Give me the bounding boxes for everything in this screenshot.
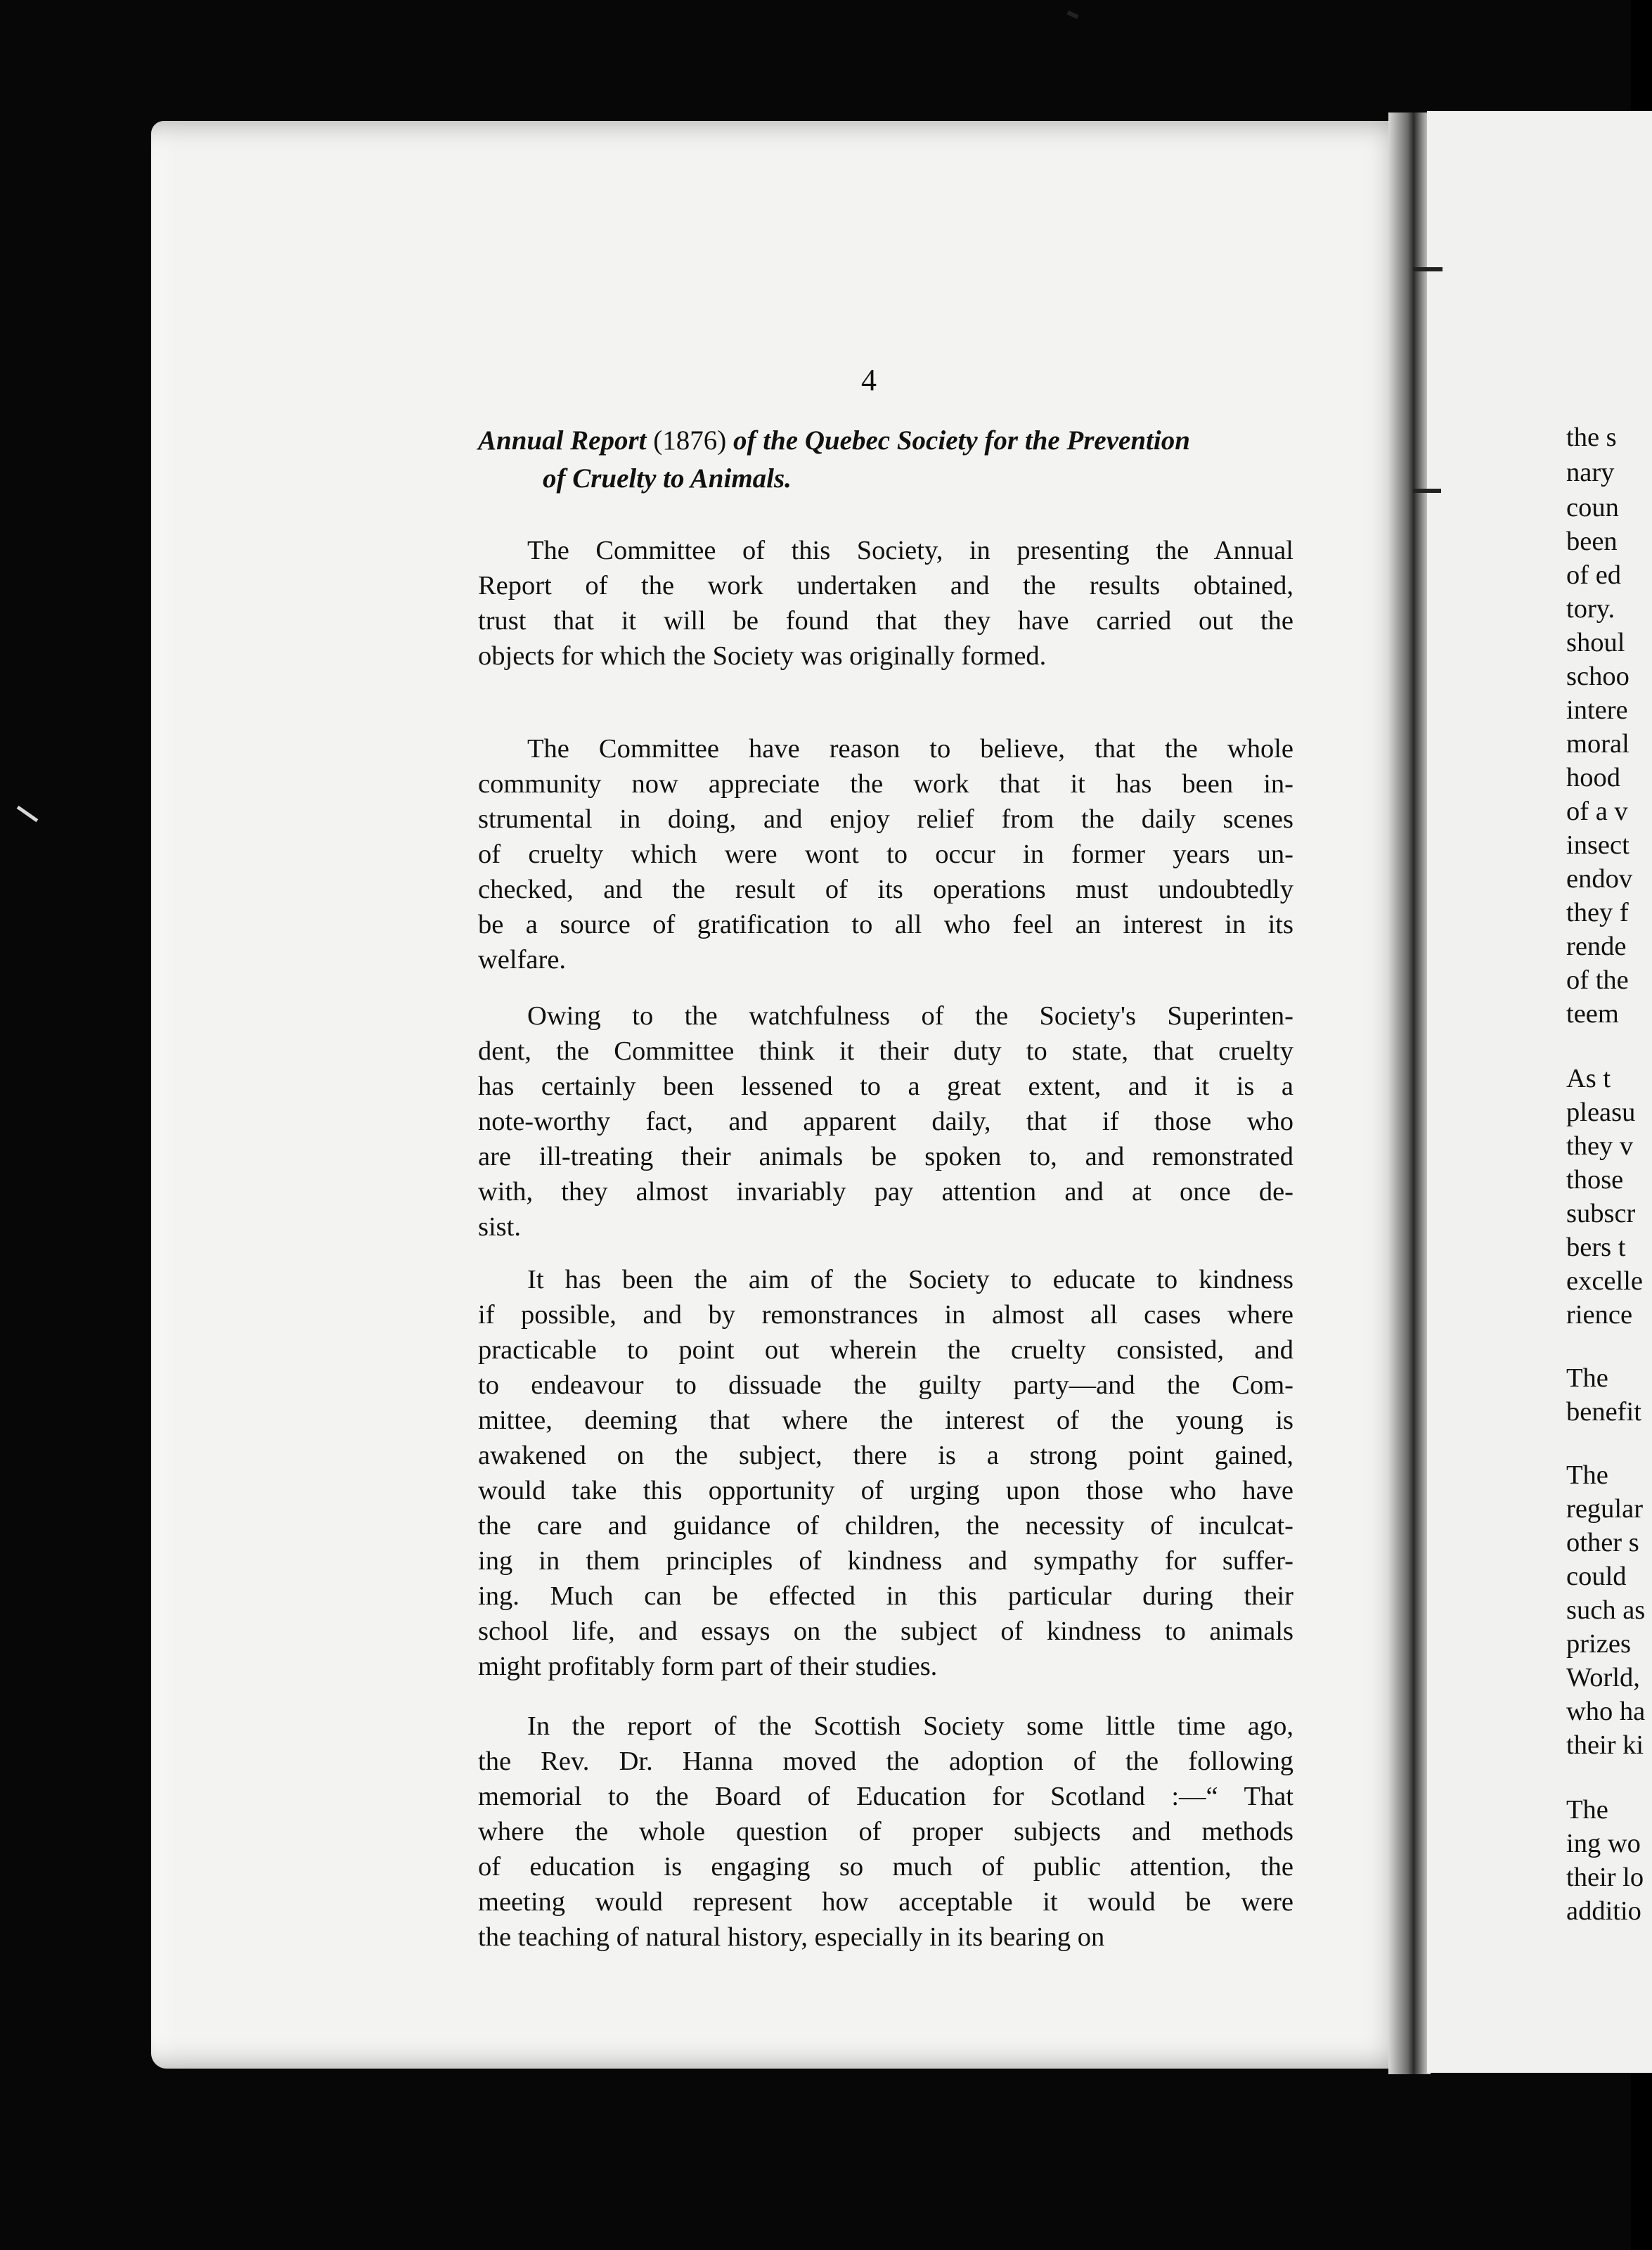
text-line: The Committee of this Society, in presenting the Annual [527, 536, 1293, 565]
text-line: ing. Much can be effected in this particular during their [478, 1581, 1293, 1611]
text-line: memorial to the Board of Education for Scotland :—“ That [478, 1782, 1293, 1811]
text-fragment: bers t [1566, 1233, 1626, 1262]
text-fragment: World, [1566, 1663, 1640, 1692]
text-fragment: benefit [1566, 1397, 1641, 1427]
text-line: of cruelty which were wont to occur in former years un- [478, 840, 1293, 869]
text-fragment: been [1566, 527, 1618, 556]
text-fragment: ing wo [1566, 1829, 1641, 1858]
text-fragment: excelle [1566, 1266, 1643, 1296]
heading-subtitle: of Cruelty to Animals. [543, 463, 792, 494]
text-fragment: of ed [1566, 560, 1622, 590]
text-fragment: of a v [1566, 797, 1628, 826]
paragraph-4 [478, 1262, 1293, 1684]
heading-year: (1876) [653, 425, 727, 456]
page-number: 4 [861, 363, 877, 397]
text-fragment: regular [1566, 1494, 1644, 1524]
text-fragment: hood [1566, 763, 1620, 792]
text-fragment: coun [1566, 493, 1619, 522]
text-line: objects for which the Society was originally formed. [478, 641, 1047, 671]
text-line: the Rev. Dr. Hanna moved the adoption of the following [478, 1747, 1293, 1776]
paragraph-5 [478, 1709, 1293, 1955]
text-line: The Committee have reason to believe, that the whole [527, 734, 1293, 764]
text-fragment: teem [1566, 999, 1619, 1029]
text-fragment: the s [1566, 423, 1617, 452]
text-line: checked, and the result of its operations must undoubtedly [478, 875, 1293, 904]
text-fragment: additio [1566, 1896, 1641, 1926]
text-line: where the whole question of proper subjects and methods [478, 1817, 1293, 1846]
text-line: practicable to point out wherein the cruelty consisted, and [478, 1335, 1293, 1365]
text-line: mittee, deeming that where the interest of the young is [478, 1406, 1293, 1435]
text-fragment: prizes [1566, 1629, 1631, 1659]
text-line: strumental in doing, and enjoy relief from the daily scenes [478, 804, 1293, 834]
heading-society: of the Quebec Society for the Prevention [733, 425, 1190, 456]
text-line: sist. [478, 1212, 521, 1242]
paragraph-2 [478, 731, 1293, 977]
text-line: would take this opportunity of urging upon those who have [478, 1476, 1293, 1505]
text-fragment: their lo [1566, 1863, 1644, 1892]
text-line: the care and guidance of children, the necessity of inculcat- [478, 1511, 1293, 1541]
text-fragment: rience [1566, 1300, 1633, 1330]
text-line: welfare. [478, 945, 567, 975]
text-fragment: schoo [1566, 662, 1630, 691]
text-line: community now appreciate the work that it has been in- [478, 769, 1293, 799]
binding-mark [1413, 489, 1441, 493]
text-line: be a source of gratification to all who feel an interest in its [478, 910, 1293, 939]
text-line: It has been the aim of the Society to educate to kindness [527, 1265, 1293, 1294]
text-line: are ill-treating their animals be spoken to, and remonstrated [478, 1142, 1293, 1171]
text-line: awakened on the subject, there is a strong point gained, [478, 1441, 1293, 1470]
text-line: ing in them principles of kindness and sympathy for suffer- [478, 1546, 1293, 1576]
text-fragment: insect [1566, 830, 1630, 860]
text-line: the teaching of natural history, especially in its bearing on [478, 1922, 1105, 1952]
text-line: dent, the Committee think it their duty to state, that cruelty [478, 1036, 1293, 1066]
text-fragment: nary [1566, 458, 1615, 487]
paragraph-1 [478, 533, 1293, 674]
text-line: with, they almost invariably pay attention and at once de- [478, 1177, 1293, 1207]
report-heading [478, 422, 1293, 498]
text-line: has certainly been lessened to a great extent, and it is a [478, 1072, 1293, 1101]
text-fragment: of the [1566, 965, 1629, 995]
heading-title: Annual Report [478, 425, 647, 456]
text-line: school life, and essays on the subject of kindness to animals [478, 1616, 1293, 1646]
text-fragment: those [1566, 1165, 1624, 1195]
binding-mark [1413, 267, 1443, 271]
text-fragment: subscr [1566, 1199, 1636, 1228]
text-fragment: their ki [1566, 1730, 1644, 1760]
text-line: meeting would represent how acceptable it would be were [478, 1887, 1293, 1917]
text-fragment: The [1566, 1795, 1608, 1825]
text-fragment: rende [1566, 932, 1627, 961]
text-line: of education is engaging so much of public attention, the [478, 1852, 1293, 1882]
text-line: Report of the work undertaken and the results obtained, [478, 571, 1293, 600]
text-line: trust that it will be found that they have carried out the [478, 606, 1293, 636]
text-line: might profitably form part of their studies. [478, 1652, 938, 1681]
paragraph-3 [478, 998, 1293, 1245]
text-line: Owing to the watchfulness of the Society's Superinten- [527, 1001, 1293, 1031]
right-page [1427, 111, 1652, 2073]
text-fragment: moral [1566, 729, 1630, 759]
text-line: if possible, and by remonstrances in almost all cases where [478, 1300, 1293, 1330]
text-fragment: The [1566, 1460, 1608, 1490]
text-fragment: could [1566, 1562, 1627, 1591]
text-line: to endeavour to dissuade the guilty party—and the Com- [478, 1370, 1293, 1400]
text-line: note-worthy fact, and apparent daily, that if those who [478, 1107, 1293, 1136]
text-fragment: The [1566, 1363, 1608, 1393]
text-fragment: they v [1566, 1131, 1634, 1161]
text-fragment: pleasu [1566, 1098, 1636, 1127]
text-fragment: endov [1566, 864, 1633, 894]
text-fragment: such as [1566, 1595, 1646, 1625]
book-gutter [1388, 112, 1431, 2074]
text-fragment: intere [1566, 695, 1628, 725]
text-fragment: tory. [1566, 594, 1615, 624]
text-line: In the report of the Scottish Society some little time ago, [527, 1711, 1293, 1741]
text-fragment: who ha [1566, 1697, 1646, 1726]
text-fragment: shoul [1566, 628, 1625, 657]
text-fragment: they f [1566, 898, 1629, 927]
text-fragment: As t [1566, 1064, 1611, 1093]
text-fragment: other s [1566, 1528, 1639, 1557]
